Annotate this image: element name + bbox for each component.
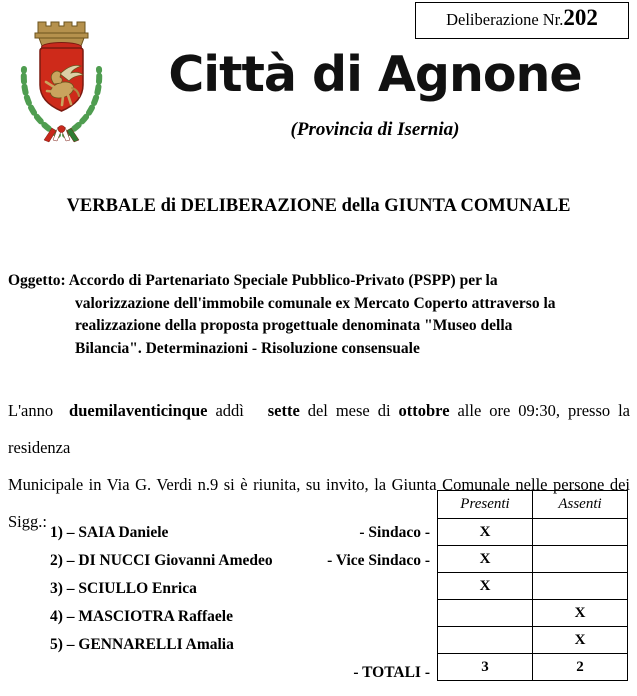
assenti-mark (533, 573, 628, 600)
deliberation-number-box (415, 2, 629, 39)
session-day: sette (267, 401, 300, 420)
totals-label: - TOTALI - (353, 664, 430, 681)
subject-line-1 (8, 270, 628, 293)
session-year: duemilaventicinque (69, 401, 208, 420)
totals-row (438, 654, 628, 681)
attendance-table (437, 490, 628, 681)
presenti-mark: X (438, 519, 533, 546)
assenti-mark (533, 519, 628, 546)
subject-line-4: Bilancia". Determinazioni - Risoluzione consensuale (75, 339, 420, 357)
session-month: ottobre (398, 401, 450, 420)
total-presenti: 3 (438, 654, 533, 681)
session-line-3: Sigg.: (8, 512, 47, 531)
member-name: 3) – SCIULLO Enrica (50, 580, 197, 597)
subject-label: Oggetto: (8, 272, 66, 289)
subject-line-3: realizzazione della proposta progettuale denominata "Museo della (75, 317, 513, 334)
assenti-mark (533, 546, 628, 573)
deliberation-number: 202 (563, 5, 598, 30)
assenti-mark: X (533, 600, 628, 627)
member-name: 2) – DI NUCCI Giovanni Amedeo (50, 552, 273, 569)
presenti-mark: X (438, 573, 533, 600)
province-subtitle: (Provincia di Isernia) (290, 119, 460, 140)
member-name: 5) – GENNARELLI Amalia (50, 636, 234, 653)
deliberation-label: Deliberazione Nr. (446, 10, 564, 29)
city-coat-of-arms (8, 2, 115, 164)
session-text: L'anno (8, 401, 70, 420)
member-row-2 (50, 547, 430, 575)
subject-line-2: valorizzazione dell'immobile comunale ex Mercato Coperto attraverso la (75, 294, 556, 312)
session-line-1 (8, 392, 630, 466)
table-row (438, 519, 628, 546)
session-text: addì (207, 401, 268, 420)
page-title: Città di Agnone (168, 46, 582, 103)
member-row-3 (50, 575, 430, 603)
presenti-mark: X (438, 546, 533, 573)
member-name: 1) – SAIA Daniele (50, 524, 169, 541)
attendance-table-header (438, 491, 628, 519)
attendance-section (0, 490, 637, 696)
table-row (438, 546, 628, 573)
assenti-mark: X (533, 627, 628, 654)
member-role: - Sindaco - (359, 524, 430, 541)
total-assenti: 2 (533, 654, 628, 681)
table-row (438, 573, 628, 600)
member-row-4 (50, 603, 430, 631)
session-line-2: Municipale in Via G. Verdi n.9 si è riunita, su invito, la Giunta Comunale nelle persone dei (8, 475, 630, 494)
table-row (438, 627, 628, 654)
table-row (438, 600, 628, 627)
presenti-mark (438, 627, 533, 654)
title-block (120, 44, 630, 141)
member-name: 4) – MASCIOTRA Raffaele (50, 608, 233, 625)
member-row-1 (50, 519, 430, 547)
session-text: del mese di (299, 401, 399, 420)
session-text: alle ore 09:30, presso la residenza (8, 401, 630, 457)
member-row-5 (50, 631, 430, 659)
column-presenti: Presenti (438, 491, 533, 519)
subject-text-1: Accordo di Partenariato Speciale Pubblico-Privato (PSPP) per la (68, 272, 498, 289)
member-role: - Vice Sindaco - (327, 552, 430, 569)
verbale-heading: VERBALE di DELIBERAZIONE della GIUNTA COMUNALE (66, 196, 571, 216)
column-assenti: Assenti (533, 491, 628, 519)
subject-block (8, 270, 628, 360)
presenti-mark (438, 600, 533, 627)
